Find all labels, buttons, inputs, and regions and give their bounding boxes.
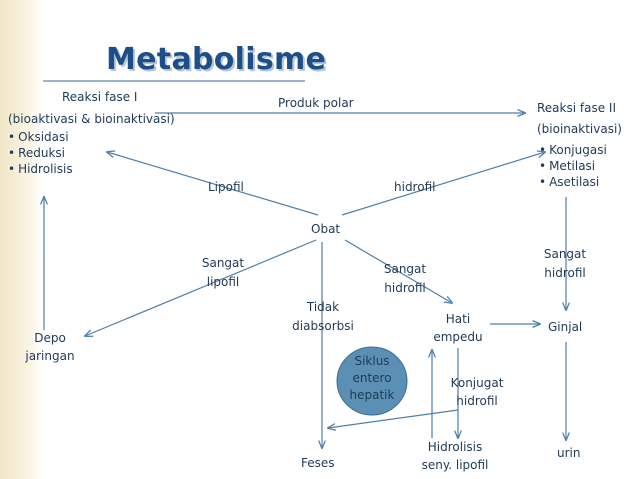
urin-label: urin: [557, 446, 581, 460]
fase2-title: Reaksi fase II: [537, 101, 616, 115]
fase1-subtitle: (bioaktivasi & bioinaktivasi): [8, 112, 175, 126]
hati-empedu-label: Hati empedu: [433, 312, 483, 344]
arrow-obat-to-hidrofil: [342, 152, 545, 215]
fase1-item: • Reduksi: [8, 145, 73, 161]
siklus-entero-hepatik-label: Siklus entero hepatik: [349, 354, 395, 402]
hidrolisis-lipofil-label: Hidrolisis seny. lipofil: [421, 440, 489, 472]
feses-label: Feses: [301, 456, 335, 470]
depo-jaringan-label: Depo jaringan: [25, 331, 75, 363]
konjugat-hidrofil-label: Konjugat hidrofil: [450, 376, 504, 408]
fase2-item: • Metilasi: [539, 158, 607, 174]
tidak-diabsorbsi-label: Tidak diabsorbsi: [292, 300, 354, 333]
sangat-hidrofil-mid-label: Sangat hidrofil: [383, 262, 427, 295]
hidrofil-label: hidrofil: [394, 180, 436, 194]
arrow-konjugat-to-feses: [328, 410, 458, 428]
fase1-list: [8, 129, 73, 177]
fase1-item: • Hidrolisis: [8, 161, 73, 177]
lipofil-label: Lipofil: [208, 180, 244, 194]
sangat-lipofil-label: Sangat lipofil: [201, 256, 245, 289]
fase1-title: Reaksi fase I: [62, 90, 138, 104]
page-title: Metabolisme: [106, 42, 327, 77]
ginjal-label: Ginjal: [548, 320, 583, 334]
obat-label: Obat: [311, 222, 341, 236]
fase2-list: [539, 142, 607, 190]
fase2-item: • Asetilasi: [539, 174, 607, 190]
fase2-item: • Konjugasi: [539, 142, 607, 158]
produk-polar-label: Produk polar: [278, 96, 354, 110]
fase2-subtitle: (bioinaktivasi): [537, 122, 622, 136]
fase1-item: • Oksidasi: [8, 129, 73, 145]
sangat-hidrofil-right-label: Sangat hidrofil: [543, 247, 587, 280]
